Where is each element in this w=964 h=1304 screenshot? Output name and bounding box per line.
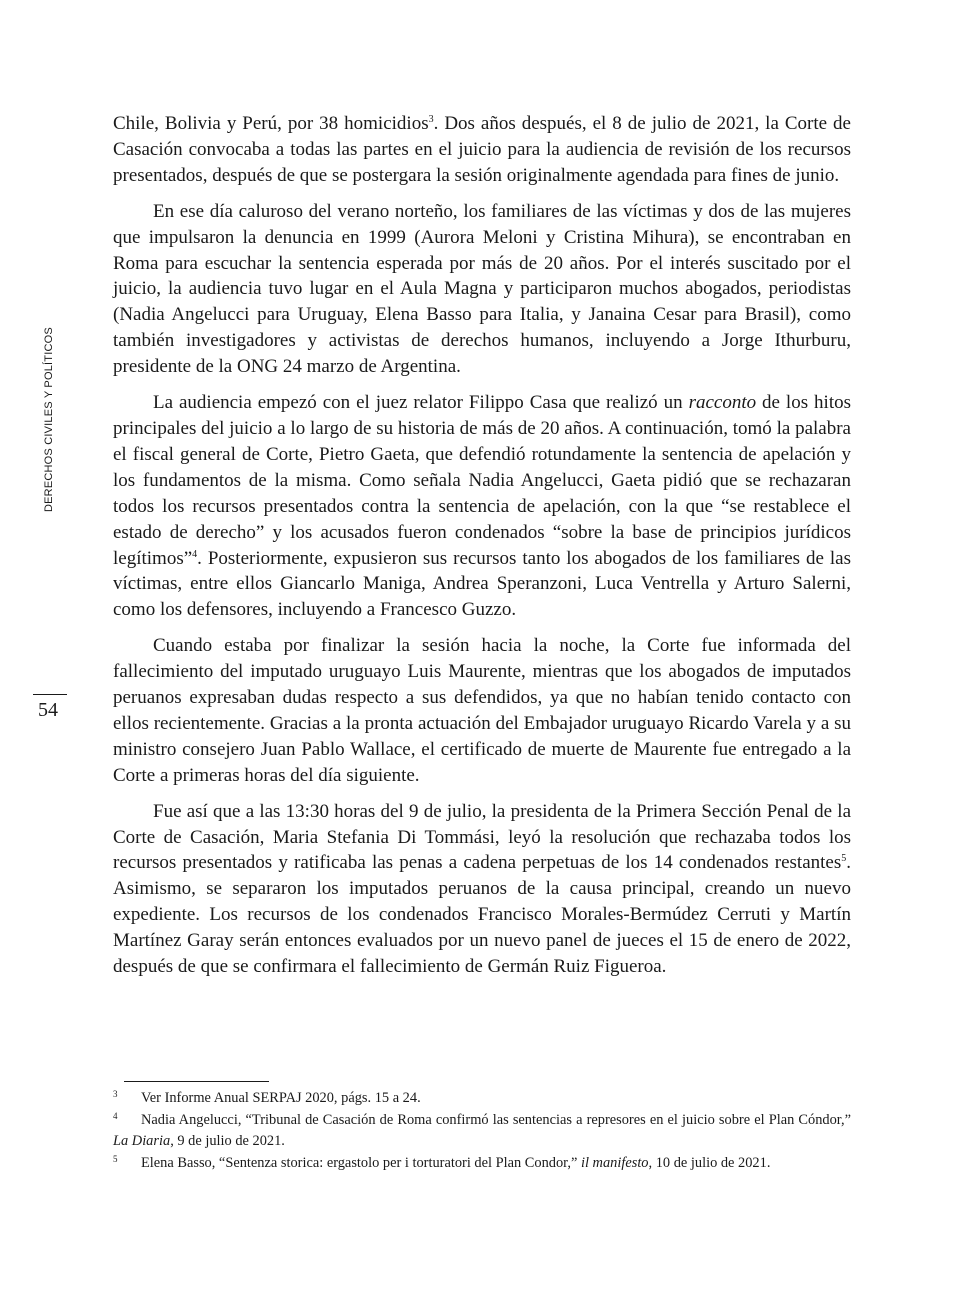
footnote-ref-5[interactable]: 5: [841, 853, 847, 865]
footnote-source-title: il manifesto: [580, 1154, 649, 1171]
footnote-rule: [124, 1081, 269, 1082]
paragraph-2: [113, 199, 851, 380]
footnote-text: Ver Informe Anual SERPAJ 2020, págs. 15 a 24.: [141, 1090, 421, 1106]
paragraph-1-text-b: . Dos años después, el 8 de julio de 2021, la Corte de Casación convocaba a todas las partes en el juicio para la audiencia de revisión de los recursos presentados, después de que se postergara la sesión originalmente agendada para fines de junio.: [113, 113, 851, 186]
running-head: DERECHOS CIVILES Y POLÍTICOS: [43, 327, 55, 512]
paragraph-1: [113, 111, 851, 189]
footnote-5: 5 Elena Basso, “Sentenza storica: ergastolo per i torturatori del Plan Condor,” il manifesto, 10 de julio de 2021.: [113, 1153, 771, 1171]
footnote-ref-4[interactable]: 4: [192, 548, 198, 560]
paragraph-3-text-c: . Posteriormente, expusieron sus recursos tanto los abogados de los familiares de las víctimas, entre ellos Giancarlo Maniga, Andrea Speranzoni, Luca Ventrella y Arturo Salerni, como los defensores, incluyendo a Francesco Guzzo.: [113, 547, 851, 621]
paragraph-1-text-a: Chile, Bolivia y Perú, por 38 homicidios: [113, 113, 429, 134]
paragraph-3-text-a: La audiencia empezó con el juez relator Filippo Casa que realizó un: [153, 392, 689, 414]
footnotes: [113, 1088, 851, 1174]
paragraph-3-italic-term: racconto: [688, 392, 757, 414]
footnote-text: Elena Basso, “Sentenza storica: ergastolo per i torturatori del Plan Condor,”: [141, 1154, 581, 1171]
paragraph-3-text-b: de los hitos principales del juicio a lo largo de su historia de más de 20 años. A continuación, tomó la palabra el fiscal general de Corte, Pietro Gaeta, que defendió rotundamente la sentencia de apelación y los fundamentos de la misma. Como señala Nadia Angelucci, Gaeta pidió que se rechazaran todos los recursos presentados contra la sentencia de apelación, con la que “se restablece el estado de derecho” y los acusados fueron condenados “sobre la base de principios jurídicos legítimos”: [113, 392, 851, 569]
paragraph-4: [113, 633, 851, 788]
paragraph-4-text: Cuando estaba por finalizar la sesión hacia la noche, la Corte fue informada del fallecimiento del imputado uruguayo Luis Maurente, mientras que los abogados de imputados peruanos expresaban dudas respecto a sus defendidos, ya que no habían tenido contacto con ellos recientemente. Gracias a la pronta actuación del Embajador uruguayo Ricardo Varela y a su ministro consejero Juan Pablo Wallace, el certificado de muerte de Maurente fue entregado a la Corte a primeras horas del día siguiente.: [113, 635, 851, 786]
page-number: 54: [38, 699, 58, 721]
paragraph-3: [113, 390, 851, 623]
footnote-source-title: La Diaria: [113, 1133, 171, 1149]
body-text: [113, 111, 851, 990]
paragraph-2-text: En ese día caluroso del verano norteño, los familiares de las víctimas y dos de las mujeres que impulsaron la denuncia en 1999 (Aurora Meloni y Cristina Mihura), se encontraban en Roma para escuchar la sentencia esperada por más de 20 años. Por el interés suscitado por el juicio, la audiencia tuvo lugar en el Aula Magna y participaron muchos abogados, periodistas (Nadia Angelucci para Uruguay, Elena Basso para Italia, y Janaina Cesar para Brasil), como también investigadores y activistas de derechos humanos, incluyendo a Jorge Ithurburu, presidente de la ONG 24 marzo de Argentina.: [113, 200, 851, 378]
footnote-text-end: , 9 de julio de 2021.: [170, 1133, 285, 1149]
paragraph-5: [113, 799, 851, 980]
footnote-text-end: , 10 de julio de 2021.: [648, 1154, 771, 1171]
paragraph-5-text-a: Fue así que a las 13:30 horas del 9 de julio, la presidenta de la Primera Sección Penal de la Corte de Casación, Maria Stefania Di Tommási, leyó la resolución que rechazaba todos los recursos presentados y ratificaba las penas a cadena perpetuas de los 14 condenados restantes: [113, 800, 851, 874]
footnote-ref-3[interactable]: 3: [428, 114, 434, 125]
footnote-text: Nadia Angelucci, “Tribunal de Casación de Roma confirmó las sentencias a represores en el juicio sobre el Plan Cóndor,”: [141, 1111, 851, 1128]
footnote-3: 3 Ver Informe Anual SERPAJ 2020, págs. 15 a 24.: [113, 1089, 421, 1106]
page-number-rule: [33, 694, 67, 695]
paragraph-5-text-b: . Asimismo, se separaron los imputados peruanos de la causa principal, creando un nuevo expediente. Los recursos de los condenados Francisco Morales-Bermúdez Cerruti y Martín Martínez Garay serán entonces evaluados por un nuevo panel de jueces el 15 de enero de 2022, después de que se confirmara el fallecimiento de Germán Ruiz Figueroa.: [113, 852, 851, 978]
footnote-4: 4 Nadia Angelucci, “Tribunal de Casación de Roma confirmó las sentencias a represores en el juicio sobre el Plan Cóndor,” La Diaria, 9 de julio de 2021.: [113, 1110, 851, 1149]
